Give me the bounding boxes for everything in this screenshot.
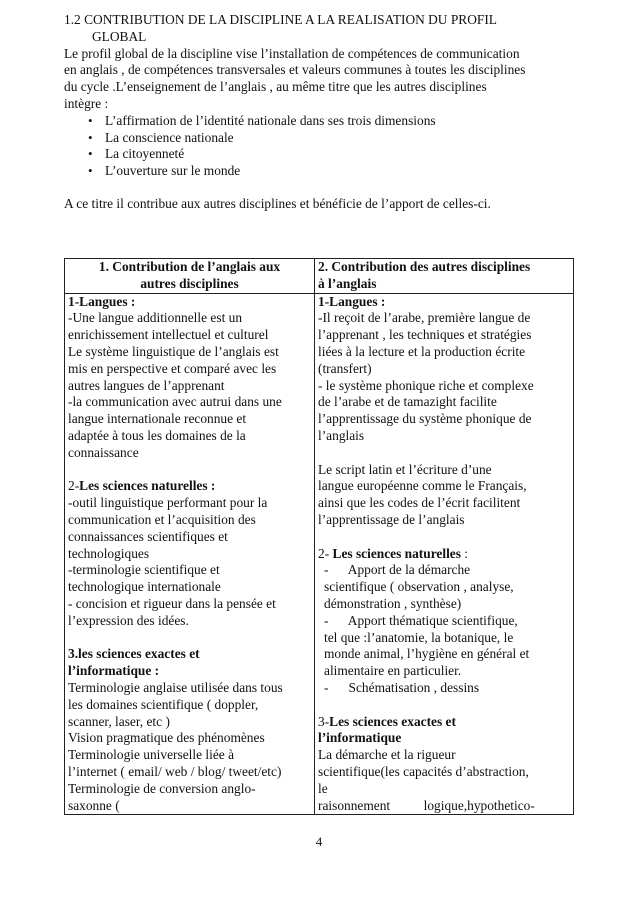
col2-sciences-naturelles-title: 2- Les sciences naturelles : [318, 545, 469, 561]
col2-langues-title: 1-Langues : [318, 293, 386, 309]
intro-paragraph [64, 46, 584, 113]
heading-line-2: GLOBAL [92, 28, 147, 44]
conclusion-sentence: A ce titre il contribue aux autres disciplines et bénéficie de l’apport de celles-ci. [64, 195, 491, 211]
table-body-row [65, 293, 574, 815]
bullet-item: • L’ouverture sur le monde [88, 163, 584, 180]
page-content [64, 12, 584, 213]
intro-line: intègre : [64, 95, 109, 111]
contribution-table [64, 258, 574, 815]
col1-cell: 1-Langues : -Une langue additionnelle est un enrichissement intellectuel et culturel Le système linguistique de l’anglais est mis en perspective et comparé avec les autres langues de l’apprenant -la communication avec autrui dans une langue internationale reconnue et adaptée à tous les domaines de la connaissance 2-Les sciences naturelles : -outil linguistique performant pour la communication et l’acquisition des connaissances scientifiques et technologiques -terminologie scientifique et technologique internationale - concision et rigueur dans la pensée et l’expression des idées. 3.les sciences exactes et l’informatique : Terminologie anglaise utilisée dans tous les domaines scientifique ( doppler, scanner, laser, etc ) Vision pragmatique des phénomènes Terminologie universelle liée à l’internet ( email/ web / blog/ tweet/etc) Terminologie de conversion anglo- saxonne ( [65, 293, 315, 815]
bullet-list [64, 113, 584, 180]
col1-langues-title: 1-Langues : [68, 293, 136, 309]
intro-line: en anglais , de compétences transversales et valeurs communes à toutes les disciplines [64, 62, 526, 78]
section-heading [64, 12, 584, 46]
bullet-item: • La conscience nationale [88, 130, 584, 147]
col1-header: 1. Contribution de l’anglais aux autres disciplines [65, 259, 315, 294]
heading-line-1: 1.2 CONTRIBUTION DE LA DISCIPLINE A LA REALISATION DU PROFIL [64, 12, 497, 27]
col2-sciences-exactes-title: 3-Les sciences exactes et [318, 713, 456, 729]
table-header-row [65, 259, 574, 294]
bullet-item: • L’affirmation de l’identité nationale dans ses trois dimensions [88, 113, 584, 130]
page-number: 4 [315, 834, 323, 849]
bullet-item: • La citoyenneté [88, 146, 584, 163]
intro-line: Le profil global de la discipline vise l’installation de compétences de communication [64, 45, 520, 61]
col1-sciences-exactes-title: 3.les sciences exactes et [68, 646, 200, 662]
col1-sciences-naturelles-title: 2-Les sciences naturelles : [68, 478, 216, 494]
col2-header: 2. Contribution des autres disciplines à l’anglais [315, 259, 574, 294]
col2-cell: 1-Langues : -Il reçoit de l’arabe, première langue de l’apprenant , les techniques et stratégies liées à la lecture et la production écrite (transfert) - le système phonique riche et complexe de l’arabe et de tamazight facilite l’apprentissage du système phonique de l’anglais Le script latin et l’écriture d’une langue européenne comme le Français, ainsi que les codes de l’écrit facilitent l’apprentissage de l’anglais 2- Les sciences naturelles : - Apport de la démarche scientifique ( observation , analyse, démonstration , synthèse) - Apport thématique scientifique, tel que :l’anatomie, la botanique, le monde animal, l’hygiène en général et alimentaire en particulier. - Schématisation , dessins 3-Les sciences exactes et l’informatique La démarche et la rigueur scientifique(les capacités d’abstraction, le raisonnement logique,hypothetico- [315, 293, 574, 815]
intro-line: du cycle .L’enseignement de l’anglais , au même titre que les autres disciplines [64, 79, 487, 95]
